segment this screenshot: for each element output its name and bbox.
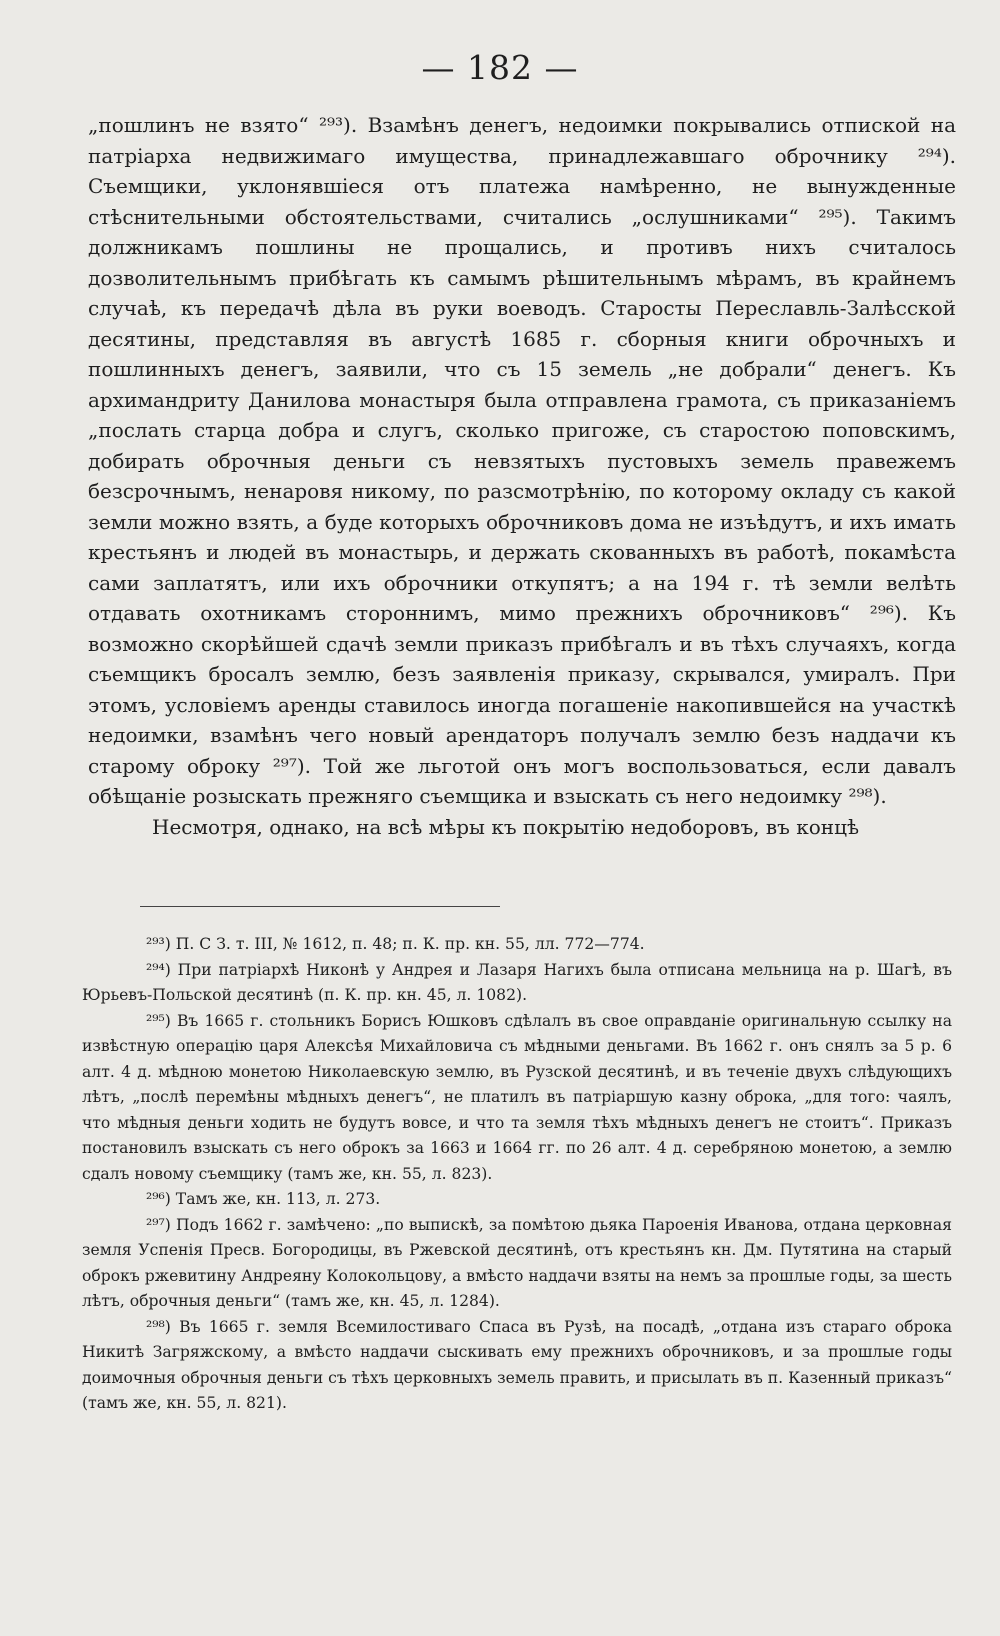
body-paragraph: „пошлинъ не взято“ ²⁹³). Взамѣнъ денегъ, недоимки покрывались отпиской на патріарха недвижимаго имущества, принадлежавшаго оброчнику ²⁹⁴). Съемщики, уклонявшіеся отъ платежа намѣренно, не вынужденные стѣснительными обстоятельствами, считались „ослушниками“ ²⁹⁵). Такимъ должникамъ пошлины не прощались, и противъ нихъ считалось дозволительнымъ прибѣгать къ самымъ рѣшительнымъ мѣрамъ, въ крайнемъ случаѣ, къ передачѣ дѣла въ руки воеводъ. Старосты Переславль-Залѣсской десятины, представляя въ августѣ 1685 г. сборныя книги оброчныхъ и пошлинныхъ денегъ, заявили, что съ 15 земель „не добрали“ денегъ. Къ архимандриту Данилова монастыря была отправлена грамота, съ приказаніемъ „послать старца добра и слугъ, сколько пригоже, съ старостою поповскимъ, добирать оброчныя деньги съ невзятыхъ пустовыхъ земель правежемъ безсрочнымъ, ненаровя никому, по разсмотрѣнію, по которому окладу съ какой земли можно взять, а буде которыхъ оброчниковъ дома не изъѣдутъ, и ихъ имать крестьянъ и людей въ монастырь, и держать скованныхъ въ работѣ, покамѣста сами заплатятъ, или ихъ оброчники откупятъ; а на 194 г. тѣ земли велѣть отдавать охотникамъ стороннимъ, мимо прежнихъ оброчниковъ“ ²⁹⁶). Къ возможно скорѣйшей сдачѣ земли приказъ прибѣгалъ и въ тѣхъ случаяхъ, когда съемщикъ бросалъ землю, безъ заявленія приказу, скрывался, умиралъ. При этомъ, условіемъ аренды ставилось иногда погашеніе накопившейся на участкѣ недоимки, взамѣнъ чего новый арендаторъ получалъ землю безъ наддачи къ старому оброку ²⁹⁷). Той же льготой онъ могъ воспользоваться, если давалъ обѣщаніе розыскать прежняго съемщика и взыскать съ него недоимку ²⁹⁸). [88,113,956,808]
footnote-295: ²⁹⁵) Въ 1665 г. стольникъ Борисъ Юшковъ сдѣлалъ въ свое оправданіе оригинальную ссылку на извѣстную операцію царя Алексѣя Михайловича съ мѣдными деньгами. Въ 1662 г. онъ снялъ за 5 р. 6 алт. 4 д. мѣдною монетою Николаевскую землю, въ Рузской десятинѣ, и въ теченіе двухъ слѣдующихъ лѣтъ, „послѣ перемѣны мѣдныхъ денегъ“, не платилъ въ патріаршую казну оброка, „для того: чаялъ, что мѣдныя деньги ходить не будутъ вовсе, и что та земля тѣхъ мѣдныхъ денегъ не стоитъ“. Приказъ постановилъ взыскать съ него оброкъ за 1663 и 1664 гг. по 26 алт. 4 д. серебряною монетою, а землю сдалъ новому съемщику (тамъ же, кн. 55, л. 823). [82,1011,952,1183]
page-number: — 182 — [421,48,579,87]
footnote-293: ²⁹³) П. С З. т. III, № 1612, п. 48; п. К. пр. кн. 55, лл. 772—774. [146,935,645,953]
footnote-296: ²⁹⁶) Тамъ же, кн. 113, л. 273. [146,1190,381,1208]
footnote-298: ²⁹⁸) Въ 1665 г. земля Всемилостиваго Спаса въ Рузѣ, на посадѣ, „отдана изъ стараго оброка Никитѣ Загряжскому, а вмѣсто наддачи сыскивать ему прежнихъ оброчниковъ, и за прошлые годы доимочныя оброчныя деньги съ тѣхъ церковныхъ земель править, и присылать въ п. Казенный приказъ“ (тамъ же, кн. 55, л. 821). [82,1317,952,1412]
body-paragraph: Несмотря, однако, на всѣ мѣры къ покрытію недоборовъ, въ концѣ [152,814,860,839]
footnote-294: ²⁹⁴) При патріархѣ Никонѣ у Андрея и Лазаря Нагихъ была отписана мельница на р. Шагѣ, въ Юрьевъ-Польской десятинѣ (п. К. пр. кн. 45, л. 1082). [82,960,952,1004]
main-text [88,110,956,842]
footnote-rule [140,906,500,907]
footnotes [82,932,952,1417]
footnote-297: ²⁹⁷) Подъ 1662 г. замѣчено: „по выпискѣ, за помѣтою дьяка Пароенія Иванова, отдана церковная земля Успенія Пресв. Богородицы, въ Ржевской десятинѣ, отъ крестьянъ кн. Дм. Путятина на старый оброкъ ржевитину Андреяну Колокольцову, а вмѣсто наддачи взяты на немъ за прошлые годы, за шесть лѣтъ, оброчныя деньги“ (тамъ же, кн. 45, л. 1284). [82,1215,952,1310]
